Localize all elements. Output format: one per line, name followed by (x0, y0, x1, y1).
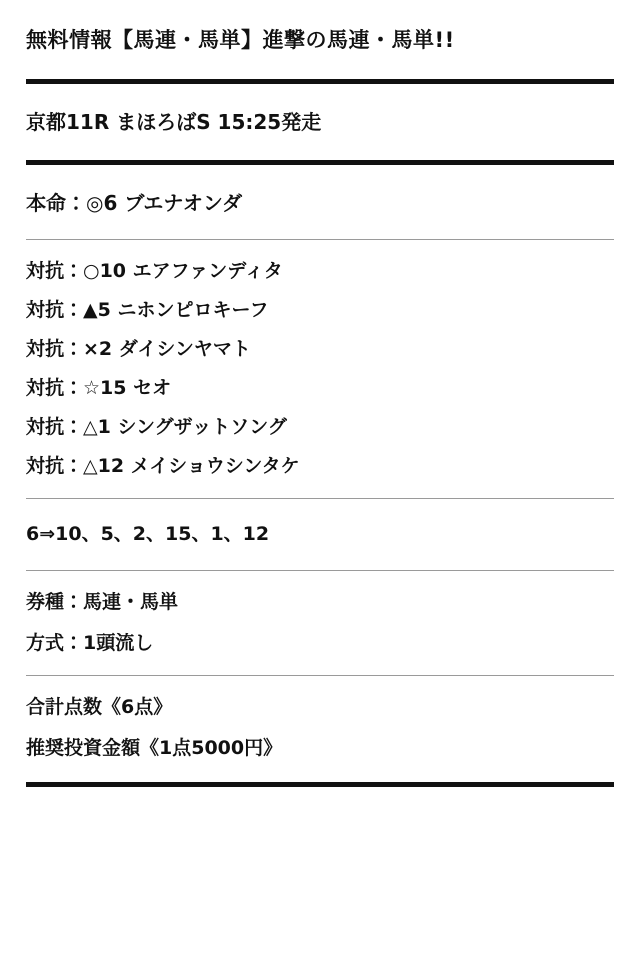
divider-thin-after-formation (26, 570, 614, 571)
divider-thick-top (26, 79, 614, 84)
divider-thick-second (26, 160, 614, 165)
bet-method: 方式：1頭流し (26, 631, 154, 654)
total-details (26, 695, 614, 759)
list-item: 対抗：○10 エアファンディタ (26, 260, 283, 283)
page-title: 無料情報【馬連・馬単】進撃の馬連・馬単!! (26, 28, 455, 52)
list-item: 対抗：△12 メイショウシンタケ (26, 455, 300, 478)
list-item: 対抗：☆15 セオ (26, 377, 172, 400)
list-item: 対抗：▲5 ニホンピロキーフ (26, 299, 269, 322)
divider-thin-after-honmei (26, 239, 614, 240)
race-heading: 京都11R まほろばS 15:25発走 (26, 110, 322, 135)
total-points: 合計点数《6点》 (26, 695, 173, 718)
honmei-pick: 本命：◎6 ブエナオンダ (26, 191, 243, 216)
bet-type: 券種：馬連・馬単 (26, 590, 179, 613)
divider-thin-after-bet (26, 675, 614, 676)
divider-thin-after-taiko (26, 498, 614, 499)
recommended-stake: 推奨投資金額《1点5000円》 (26, 736, 283, 759)
list-item: 対抗：△1 シングザットソング (26, 416, 287, 439)
bet-details (26, 590, 614, 654)
divider-thick-bottom (26, 782, 614, 787)
taiko-pick-list (26, 262, 614, 476)
list-item: 対抗：×2 ダイシンヤマト (26, 338, 251, 361)
formation-line: 6⇒10、5、2、15、1、12 (26, 523, 270, 546)
